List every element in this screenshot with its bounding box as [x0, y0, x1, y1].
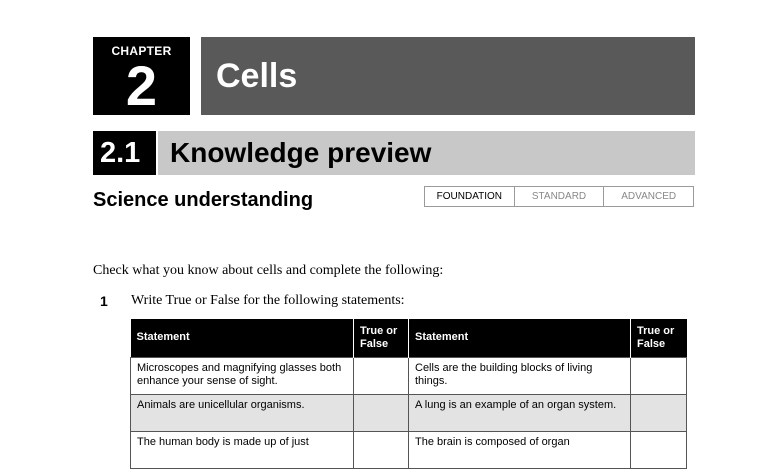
section-number: 2.1: [100, 137, 141, 169]
level-tab-foundation: FOUNDATION: [425, 187, 515, 206]
chapter-number-box: [93, 37, 190, 115]
column-header: True or False: [354, 319, 409, 357]
chapter-number: 2: [125, 54, 158, 117]
statement-cell: The human body is made up of just: [131, 431, 354, 468]
table-row: [131, 394, 687, 431]
true-false-table: [130, 319, 687, 469]
table-row: [131, 431, 687, 468]
table-row: [131, 357, 687, 394]
level-tab-standard: STANDARD: [515, 187, 605, 206]
chapter-title-bar: [201, 37, 695, 115]
section-title-bar: [158, 131, 695, 175]
statement-cell: Animals are unicellular organisms.: [131, 394, 354, 431]
intro-text: Check what you know about cells and complete the following:: [93, 263, 444, 278]
level-tab-advanced: ADVANCED: [621, 191, 677, 202]
column-header: Statement: [131, 319, 354, 357]
section-title: Knowledge preview: [170, 137, 432, 168]
answer-cell[interactable]: [631, 394, 687, 431]
question-text: Write True or False for the following statements:: [131, 293, 405, 308]
level-tabs: [424, 186, 694, 207]
answer-cell[interactable]: [354, 431, 409, 468]
statement-cell: Cells are the building blocks of living things.: [409, 357, 631, 394]
statement-cell: Microscopes and magnifying glasses both enhance your sense of sight.: [131, 357, 354, 394]
answer-cell[interactable]: [631, 357, 687, 394]
table-header-row: [131, 319, 687, 357]
answer-cell[interactable]: [354, 357, 409, 394]
chapter-title: Cells: [216, 57, 298, 95]
column-header: True or False: [631, 319, 687, 357]
answer-cell[interactable]: [631, 431, 687, 468]
chapter-label: CHAPTER: [111, 44, 172, 58]
section-number-box: [93, 131, 156, 175]
statement-cell: A lung is an example of an organ system.: [409, 394, 631, 431]
question-number: 1: [100, 293, 108, 309]
column-header: Statement: [409, 319, 631, 357]
answer-cell[interactable]: [354, 394, 409, 431]
sub-heading: Science understanding: [93, 189, 314, 211]
statement-cell: The brain is composed of organ: [409, 431, 631, 468]
